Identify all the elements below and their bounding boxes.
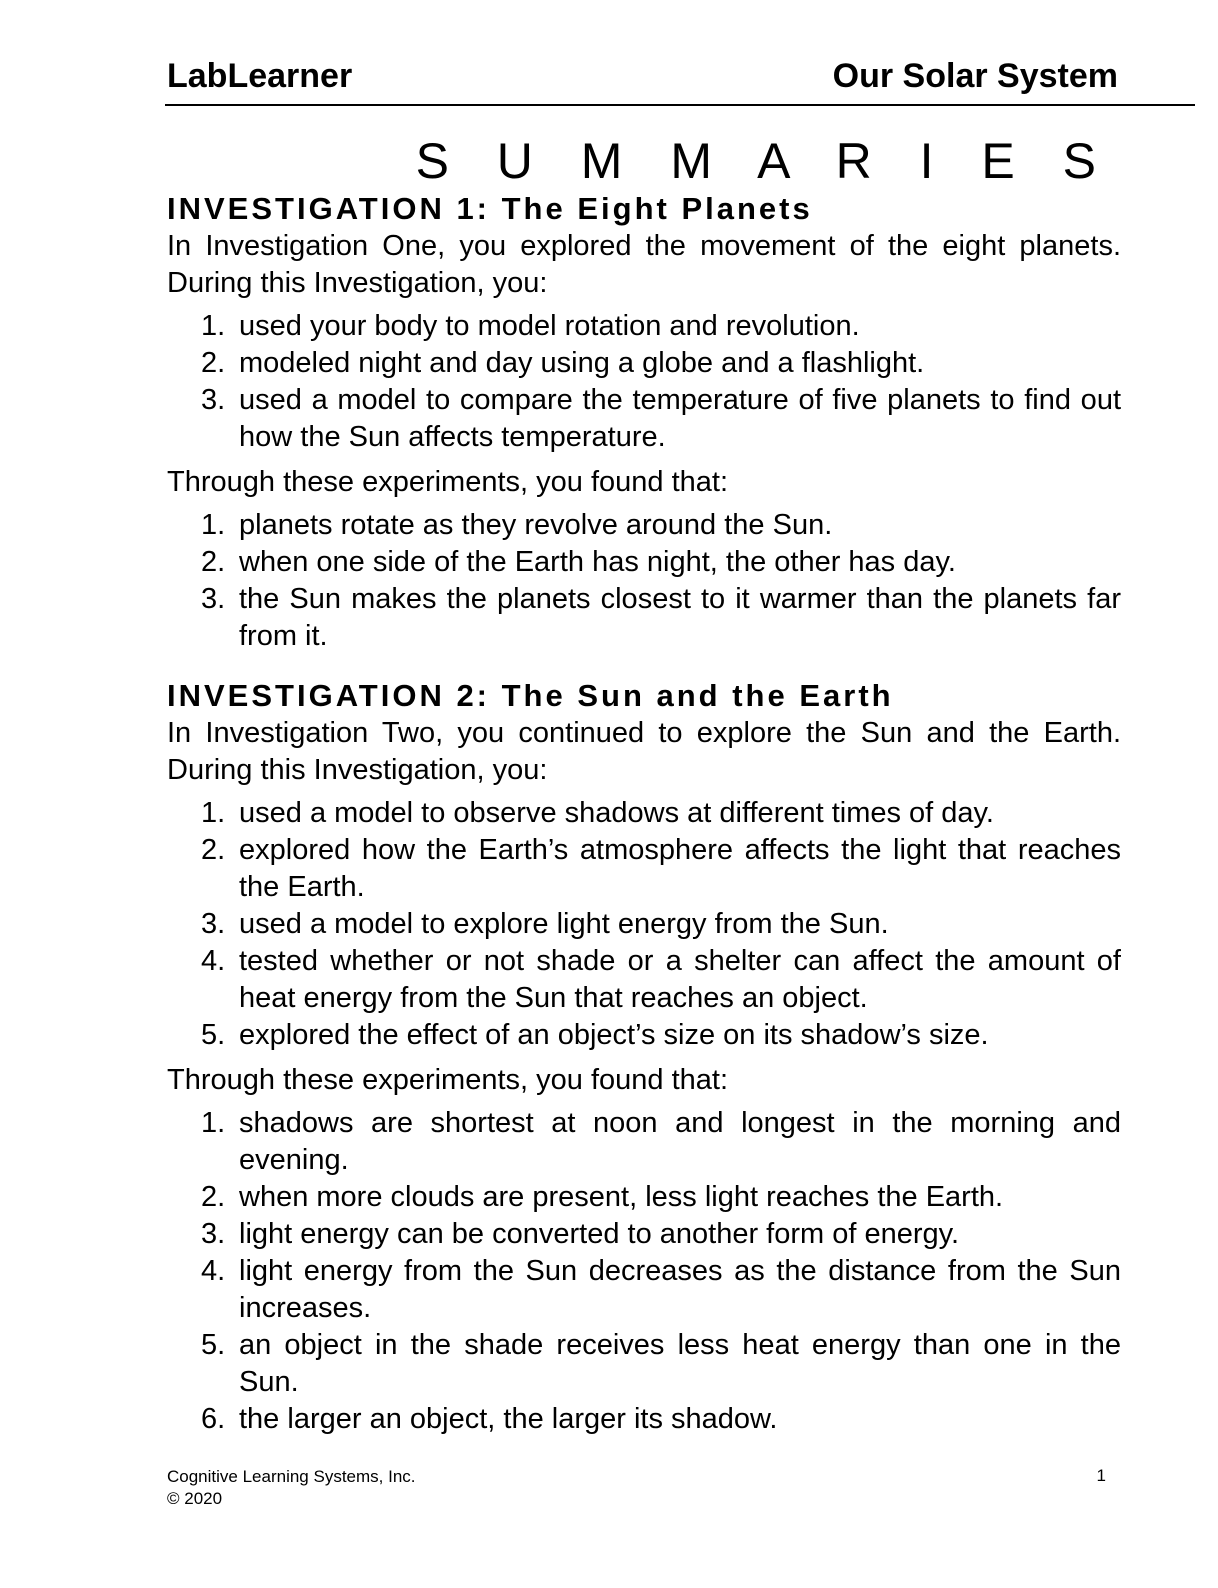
investigation-2-findings-lead: Through these experiments, you found that:: [167, 1064, 729, 1096]
list-item: [167, 906, 1121, 943]
list-item-text: the Sun makes the planets closest to it warmer than the planets far from it.: [239, 583, 1121, 652]
list-number: 1.: [201, 1107, 226, 1139]
list-item: [167, 382, 1121, 456]
list-number: 4.: [201, 1255, 226, 1287]
list-item: [167, 507, 1121, 544]
list-number: 1.: [201, 310, 226, 342]
list-item-text: planets rotate as they revolve around the Sun.: [239, 509, 833, 541]
list-number: 5.: [201, 1019, 226, 1051]
investigation-2-activities: [167, 795, 1121, 1054]
list-item-text: used a model to observe shadows at different times of day.: [239, 797, 994, 829]
investigation-2-findings: [167, 1105, 1121, 1438]
list-item-text: used a model to explore light energy from the Sun.: [239, 908, 889, 940]
list-item: [167, 1216, 1121, 1253]
investigation-1-intro: In Investigation One, you explored the movement of the eight planets. During this Investigation, you:: [167, 230, 1121, 299]
list-number: 3.: [201, 583, 226, 615]
investigation-1-findings: [167, 507, 1121, 655]
list-number: 2.: [201, 347, 226, 379]
list-number: 1.: [201, 797, 226, 829]
list-item-text: when one side of the Earth has night, the other has day.: [239, 546, 956, 578]
list-item-text: the larger an object, the larger its shadow.: [239, 1403, 778, 1435]
list-item: [167, 544, 1121, 581]
list-item: [167, 943, 1121, 1017]
list-item-text: tested whether or not shade or a shelter can affect the amount of heat energy from the Sun that reaches an object.: [239, 945, 1121, 1014]
investigation-1-section: [167, 190, 1121, 663]
list-number: 3.: [201, 908, 226, 940]
list-item: [167, 581, 1121, 655]
list-number: 3.: [201, 384, 226, 416]
investigation-2-intro: In Investigation Two, you continued to explore the Sun and the Earth. During this Investigation, you:: [167, 717, 1121, 786]
list-item-text: an object in the shade receives less heat energy than one in the Sun.: [239, 1329, 1121, 1398]
investigation-1-activities: [167, 308, 1121, 456]
list-item-text: light energy can be converted to another form of energy.: [239, 1218, 960, 1250]
investigation-1-findings-lead: Through these experiments, you found that:: [167, 466, 729, 498]
page-number: 1: [1096, 1466, 1106, 1485]
header-brand: LabLearner: [167, 57, 353, 95]
list-item: [167, 1327, 1121, 1401]
investigation-2-section: [167, 677, 1121, 1446]
list-number: 2.: [201, 546, 226, 578]
list-number: 4.: [201, 945, 226, 977]
list-item: [167, 795, 1121, 832]
list-item: [167, 832, 1121, 906]
list-item: [167, 308, 1121, 345]
list-number: 2.: [201, 1181, 226, 1213]
list-number: 6.: [201, 1403, 226, 1435]
header-divider: [165, 104, 1195, 106]
investigation-1-heading: INVESTIGATION 1: The Eight Planets: [167, 191, 813, 226]
footer-company: Cognitive Learning Systems, Inc.: [167, 1467, 416, 1486]
list-item-text: light energy from the Sun decreases as the distance from the Sun increases.: [239, 1255, 1121, 1324]
header-unit-title: Our Solar System: [832, 57, 1118, 95]
list-item: [167, 1017, 1121, 1054]
list-item-text: explored how the Earth’s atmosphere affects the light that reaches the Earth.: [239, 834, 1121, 903]
list-item: [167, 1105, 1121, 1179]
list-item: [167, 1401, 1121, 1438]
page-title: S U M M A R I E S: [415, 133, 1113, 189]
list-item: [167, 1253, 1121, 1327]
list-item: [167, 345, 1121, 382]
list-item-text: used a model to compare the temperature of five planets to find out how the Sun affects temperature.: [239, 384, 1121, 453]
footer-credits: [167, 1466, 416, 1510]
list-number: 2.: [201, 834, 226, 866]
list-item-text: shadows are shortest at noon and longest in the morning and evening.: [239, 1107, 1121, 1176]
list-number: 1.: [201, 509, 226, 541]
investigation-2-heading: INVESTIGATION 2: The Sun and the Earth: [167, 678, 894, 713]
list-number: 5.: [201, 1329, 226, 1361]
list-item-text: when more clouds are present, less light reaches the Earth.: [239, 1181, 1004, 1213]
list-item: [167, 1179, 1121, 1216]
list-number: 3.: [201, 1218, 226, 1250]
list-item-text: used your body to model rotation and revolution.: [239, 310, 860, 342]
list-item-text: modeled night and day using a globe and a flashlight.: [239, 347, 925, 379]
footer-copyright: © 2020: [167, 1489, 223, 1508]
list-item-text: explored the effect of an object’s size on its shadow’s size.: [239, 1019, 989, 1051]
